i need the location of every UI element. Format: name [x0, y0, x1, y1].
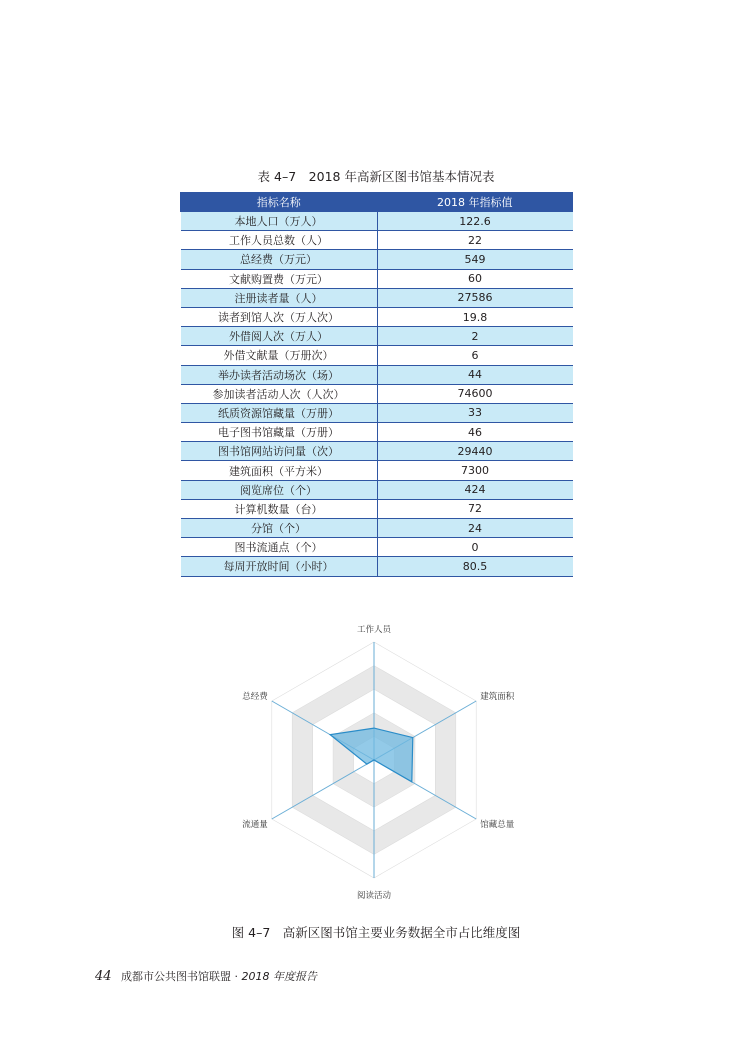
indicator-name-cell: 注册读者量（人） — [181, 288, 378, 307]
radar-axis-label: 馆藏总量 — [480, 820, 515, 830]
indicator-name-cell: 读者到馆人次（万人次） — [181, 307, 378, 326]
indicator-value-cell: 549 — [377, 250, 573, 269]
indicator-value-cell: 7300 — [377, 461, 573, 480]
header-indicator-value: 2018 年指标值 — [377, 193, 573, 212]
indicator-name-cell: 举办读者活动场次（场） — [181, 365, 378, 384]
table-row — [181, 231, 573, 250]
table-row — [181, 269, 573, 288]
indicator-name-cell: 分馆（个） — [181, 519, 378, 538]
indicator-value-cell: 2 — [377, 327, 573, 346]
indicator-name-cell: 每周开放时间（小时） — [181, 557, 378, 576]
indicator-value-cell: 44 — [377, 365, 573, 384]
indicator-name-cell: 图书馆网站访问量（次） — [181, 442, 378, 461]
table-row — [181, 288, 573, 307]
table-row — [181, 557, 573, 576]
table-row — [181, 519, 573, 538]
table-row — [181, 499, 573, 518]
library-stats-table — [180, 192, 573, 577]
table-row — [181, 480, 573, 499]
indicator-value-cell: 46 — [377, 423, 573, 442]
radar-axis-label: 阅读活动 — [356, 891, 392, 901]
page-footer — [95, 968, 317, 984]
indicator-name-cell: 电子图书馆藏量（万册） — [181, 423, 378, 442]
table-row — [181, 423, 573, 442]
indicator-name-cell: 文献购置费（万元） — [181, 269, 378, 288]
table-row — [181, 384, 573, 403]
indicator-name-cell: 外借文献量（万册次） — [181, 346, 378, 365]
radar-axis-label: 建筑面积 — [480, 692, 515, 702]
indicator-name-cell: 图书流通点（个） — [181, 538, 378, 557]
table-row — [181, 346, 573, 365]
table-row — [181, 212, 573, 231]
indicator-value-cell: 72 — [377, 499, 573, 518]
radar-axis-label: 流通量 — [242, 820, 268, 830]
indicator-name-cell: 外借阅人次（万人） — [181, 327, 378, 346]
indicator-value-cell: 24 — [377, 519, 573, 538]
indicator-name-cell: 纸质资源馆藏量（万册） — [181, 403, 378, 422]
indicator-name-cell: 阅览席位（个） — [181, 480, 378, 499]
indicator-value-cell: 60 — [377, 269, 573, 288]
table-row — [181, 327, 573, 346]
indicator-value-cell: 122.6 — [377, 212, 573, 231]
header-indicator-name: 指标名称 — [181, 193, 378, 212]
indicator-value-cell: 22 — [377, 231, 573, 250]
page-number: 44 — [95, 969, 112, 984]
indicator-name-cell: 工作人员总数（人） — [181, 231, 378, 250]
indicator-name-cell: 总经费（万元） — [181, 250, 378, 269]
table-row — [181, 538, 573, 557]
indicator-name-cell: 参加读者活动人次（人次） — [181, 384, 378, 403]
indicator-name-cell: 本地人口（万人） — [181, 212, 378, 231]
indicator-value-cell: 29440 — [377, 442, 573, 461]
table-row — [181, 250, 573, 269]
radar-axis-label: 工作人员 — [356, 625, 392, 635]
indicator-value-cell: 0 — [377, 538, 573, 557]
publication-name: 成都市公共图书馆联盟 · — [121, 970, 242, 983]
table-row — [181, 461, 573, 480]
indicator-name-cell: 建筑面积（平方米） — [181, 461, 378, 480]
radar-axis-label: 总经费 — [242, 692, 268, 702]
table-title: 表 4–7 2018 年高新区图书馆基本情况表 — [257, 169, 495, 184]
indicator-value-cell: 33 — [377, 403, 573, 422]
indicator-value-cell: 6 — [377, 346, 573, 365]
radar-chart — [200, 605, 552, 910]
indicator-value-cell: 74600 — [377, 384, 573, 403]
indicator-value-cell: 80.5 — [377, 557, 573, 576]
indicator-name-cell: 计算机数量（台） — [181, 499, 378, 518]
table-row — [181, 403, 573, 422]
table-row — [181, 307, 573, 326]
indicator-value-cell: 27586 — [377, 288, 573, 307]
report-year: 2018 年度报告 — [241, 970, 318, 983]
figure-caption: 图 4–7 高新区图书馆主要业务数据全市占比维度图 — [231, 925, 521, 940]
table-header-row — [181, 193, 573, 212]
indicator-value-cell: 19.8 — [377, 307, 573, 326]
indicator-value-cell: 424 — [377, 480, 573, 499]
table-row — [181, 442, 573, 461]
table-row — [181, 365, 573, 384]
